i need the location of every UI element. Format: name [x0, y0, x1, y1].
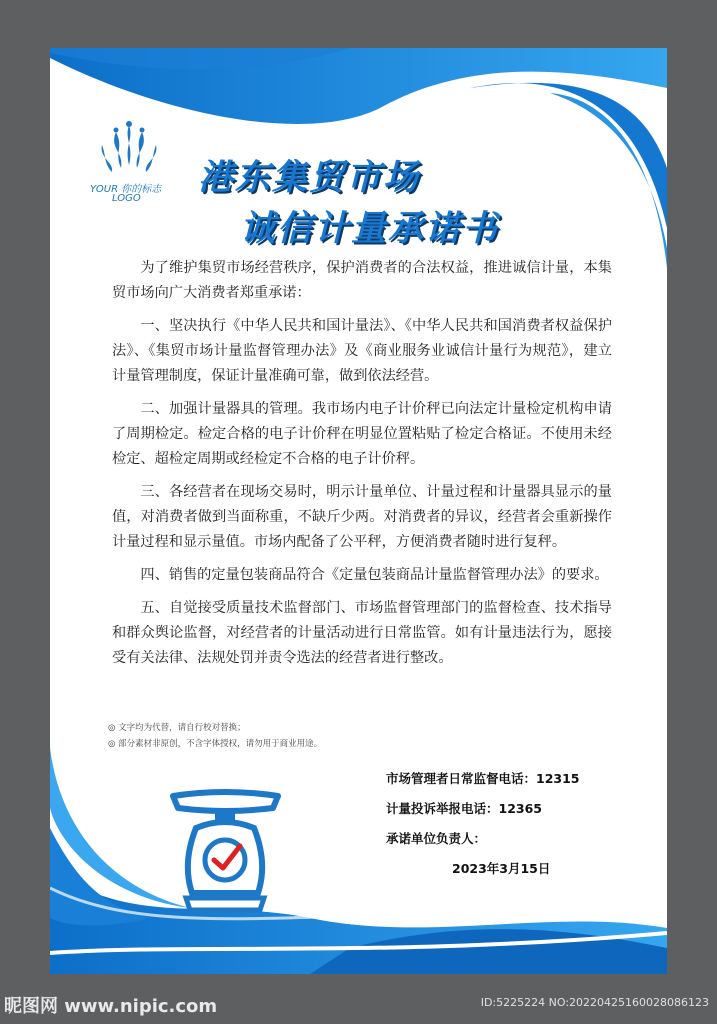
logo-mark-icon [94, 120, 164, 180]
responsible-person: 承诺单位负责人： [386, 831, 487, 846]
title-line-2: 诚信计量承诺书 [240, 209, 500, 249]
watermark-right: ID:5225224 NO:20220425160028086123 [480, 996, 709, 1009]
paragraph-intro: 为了维护集贸市场经营秩序，保护消费者的合法权益，推进诚信计量，本集贸市场向广大消费者郑重承诺： [112, 260, 612, 301]
logo-text: YOUR 你的标志 [90, 184, 162, 195]
note-item: ◎ 部分素材非原创，不含字体授权，请勿用于商业用途。 [108, 739, 323, 749]
complaint-phone: 计量投诉举报电话：12365 [386, 801, 542, 816]
checkmark-icon [214, 846, 240, 868]
note-item: ◎ 文字均为代替，请自行校对替换； [108, 723, 246, 733]
logo [90, 120, 180, 210]
title-line-1: 港东集贸市场 [198, 158, 421, 198]
watermark-left: 昵图网 www.nipic.com [4, 996, 218, 1017]
scale-icon [168, 788, 283, 918]
contact-block [386, 764, 580, 884]
paragraph-1: 一、坚决执行《中华人民共和国计量法》、《中华人民共和国消费者权益保护法》、《集贸市场计量监督管理办法》及《商业服务业诚信计量行为规范》，建立计量管理制度，保证计量准确可靠，做到依法经营。 [112, 318, 612, 384]
paragraph-4: 四、销售的定量包装商品符合《定量包装商品计量监督管理办法》的要求。 [140, 567, 609, 583]
commitment-body [112, 256, 612, 679]
paragraph-2: 二、加强计量器具的管理。我市场内电子计价秤已向法定计量检定机构申请了周期检定。检定合格的电子计价秤在明显位置粘贴了检定合格证。不使用未经检定、超检定周期或经检定不合格的电子计价秤。 [112, 401, 612, 467]
poster [50, 48, 667, 974]
paragraph-5: 五、自觉接受质量技术监督部门、市场监督管理部门的监督检查、技术指导和群众舆论监督，对经营者的计量活动进行日常监管。如有计量违法行为，愿接受有关法律、法规处罚并责令选法的经营者进行整改。 [112, 600, 612, 666]
date: 2023年3月15日 [452, 861, 551, 876]
notes [108, 720, 322, 752]
logo-subtext: LOGO [112, 193, 141, 204]
paragraph-3: 三、各经营者在现场交易时，明示计量单位、计量过程和计量器具显示的量值，对消费者做到当面称重，不缺斤少两。对消费者的异议，经营者会重新操作计量过程和显示量值。市场内配备了公平秤，方便消费者随时进行复秤。 [112, 484, 612, 550]
supervision-phone: 市场管理者日常监督电话：12315 [386, 771, 580, 786]
